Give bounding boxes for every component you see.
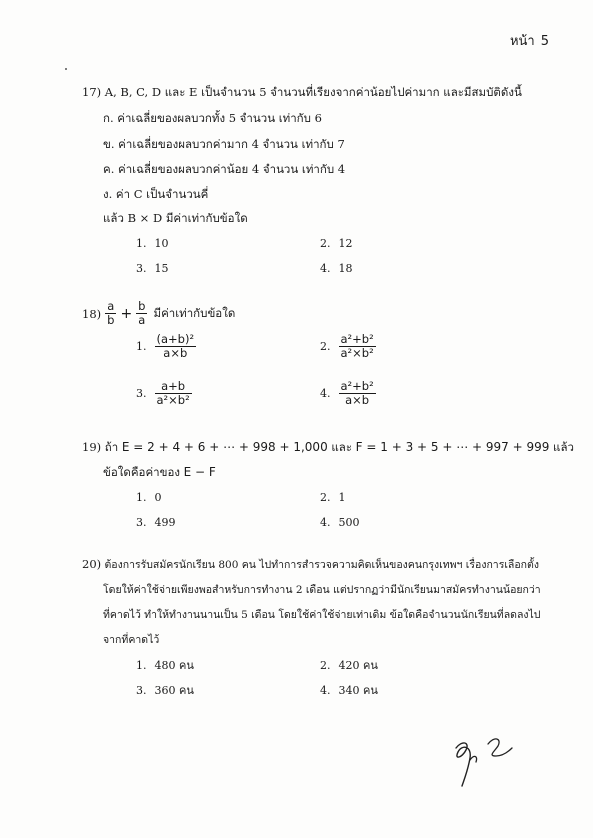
- q17-option-3[interactable]: [136, 261, 169, 277]
- fraction-numerator: a: [107, 299, 115, 313]
- q17-condition: ก. ค่าเฉลี่ยของผลบวกทั้ง 5 จำนวน เท่ากับ 6: [103, 111, 322, 125]
- q18-fraction-a-over-b: [105, 300, 116, 327]
- option-fraction: [339, 380, 376, 407]
- option-number: 2.: [320, 340, 331, 353]
- q18-option-3[interactable]: [136, 380, 192, 407]
- q19-and: และ: [331, 440, 353, 454]
- fraction-numerator: a²+b²: [340, 379, 374, 393]
- fraction-denominator: b: [107, 313, 115, 327]
- page-number: [510, 30, 549, 51]
- option-number: 4.: [320, 684, 331, 697]
- q17-option-1[interactable]: [136, 236, 169, 252]
- option-number: 3.: [136, 262, 147, 275]
- q20-line-2: โดยให้ค่าใช้จ่ายเพียงพอสำหรับการทำงาน 2 เดือน แต่ปรากฏว่ามีนักเรียนมาสมัครทำงานน้อยกว่า: [103, 584, 541, 596]
- option-number: 3.: [136, 516, 147, 529]
- fraction-denominator: a²×b²: [156, 393, 190, 407]
- q19-option-1[interactable]: [136, 490, 162, 506]
- q19-option-2[interactable]: [320, 490, 346, 506]
- q18-option-2[interactable]: [320, 333, 376, 360]
- q20-option-1[interactable]: [136, 658, 194, 674]
- option-number: 4.: [320, 387, 331, 400]
- q17-number: 17): [82, 85, 102, 99]
- option-number: 1.: [136, 237, 147, 250]
- q20-line-4: จากที่คาดไว้: [103, 634, 160, 646]
- option-fraction: [339, 333, 376, 360]
- fraction-denominator: a: [136, 313, 147, 327]
- fraction-denominator: a×b: [339, 393, 376, 407]
- option-fraction: [155, 333, 197, 360]
- q18-number: 18): [82, 306, 102, 321]
- q20-number: 20): [82, 557, 102, 571]
- q18-stem: [82, 300, 235, 327]
- q18-option-4[interactable]: [320, 380, 376, 407]
- q19-if: ถ้า: [104, 440, 119, 454]
- scan-dot: [65, 68, 67, 70]
- fraction-denominator: a×b: [155, 346, 197, 360]
- q17-option-4[interactable]: [320, 261, 353, 277]
- q19-then: แล้ว: [553, 440, 574, 454]
- q17-stem: [82, 84, 522, 100]
- q19-ask-expression: E − F: [183, 465, 216, 479]
- option-value: 0: [154, 491, 162, 504]
- fraction-numerator: b: [138, 299, 146, 313]
- q19-option-4[interactable]: [320, 515, 360, 531]
- option-fraction: [155, 380, 192, 407]
- option-value: 420 คน: [338, 659, 378, 672]
- q17-stem-text: A, B, C, D และ E เป็นจำนวน 5 จำนวนที่เรียงจากค่าน้อยไปค่ามาก และมีสมบัติดังนี้: [104, 85, 522, 99]
- option-value: 10: [154, 237, 169, 250]
- option-number: 4.: [320, 516, 331, 529]
- option-number: 1.: [136, 340, 147, 353]
- q18-option-1[interactable]: [136, 333, 196, 360]
- option-number: 2.: [320, 491, 331, 504]
- q20-option-4[interactable]: [320, 683, 378, 699]
- q17-condition: ข. ค่าเฉลี่ยของผลบวกค่ามาก 4 จำนวน เท่ากับ 7: [103, 137, 345, 151]
- q20-option-3[interactable]: [136, 683, 194, 699]
- option-number: 1.: [136, 659, 147, 672]
- fraction-numerator: a+b: [161, 379, 186, 393]
- option-value: 1: [338, 491, 346, 504]
- q17-condition: ค. ค่าเฉลี่ยของผลบวกค่าน้อย 4 จำนวน เท่ากับ 4: [103, 162, 346, 176]
- q17-option-2[interactable]: [320, 236, 353, 252]
- option-value: 500: [338, 516, 360, 529]
- fraction-denominator: a²×b²: [340, 346, 374, 360]
- fraction-numerator: (a+b)²: [156, 332, 195, 346]
- option-value: 15: [154, 262, 169, 275]
- q20-text: ต้องการรับสมัครนักเรียน 800 คน ไปทำการสำรวจความคิดเห็นของคนกรุงเทพฯ เรื่องการเลือกตั้ง: [104, 559, 539, 571]
- q19-stem: [82, 439, 574, 455]
- q18-fraction-b-over-a: [136, 300, 147, 327]
- option-number: 3.: [136, 387, 147, 400]
- q17-condition: ง. ค่า C เป็นจำนวนคี่: [103, 187, 209, 201]
- q19-ask-text: ข้อใดคือค่าของ: [103, 465, 180, 479]
- option-number: 4.: [320, 262, 331, 275]
- option-number: 3.: [136, 684, 147, 697]
- q19-expression-f: F = 1 + 3 + 5 + ⋯ + 997 + 999: [355, 440, 550, 454]
- option-value: 18: [338, 262, 353, 275]
- option-value: 499: [154, 516, 176, 529]
- option-value: 480 คน: [154, 659, 194, 672]
- option-number: 2.: [320, 659, 331, 672]
- option-number: 1.: [136, 491, 147, 504]
- handwritten-signature-icon: [448, 730, 518, 790]
- page-number-value: 5: [540, 34, 549, 49]
- page-label: หน้า: [509, 34, 535, 49]
- q19-expression-e: E = 2 + 4 + 6 + ⋯ + 998 + 1,000: [121, 440, 328, 454]
- q20-line-1: [82, 556, 539, 573]
- q17-ask: แล้ว B × D มีค่าเท่ากับข้อใด: [103, 211, 248, 225]
- fraction-numerator: a²+b²: [340, 332, 374, 346]
- option-value: 360 คน: [154, 684, 194, 697]
- option-value: 12: [338, 237, 353, 250]
- q19-ask: [103, 464, 216, 480]
- q19-number: 19): [82, 440, 102, 454]
- q18-ask: มีค่าเท่ากับข้อใด: [153, 305, 236, 320]
- option-value: 340 คน: [338, 684, 378, 697]
- q19-option-3[interactable]: [136, 515, 176, 531]
- q20-line-3: ที่คาดไว้ ทำให้ทำงานนานเป็น 5 เดือน โดยใช้ค่าใช้จ่ายเท่าเดิม ข้อใดคือจำนวนนักเรียนที่ลดลงไป: [103, 609, 541, 621]
- option-number: 2.: [320, 237, 331, 250]
- q20-option-2[interactable]: [320, 658, 378, 674]
- plus-sign: +: [120, 305, 133, 322]
